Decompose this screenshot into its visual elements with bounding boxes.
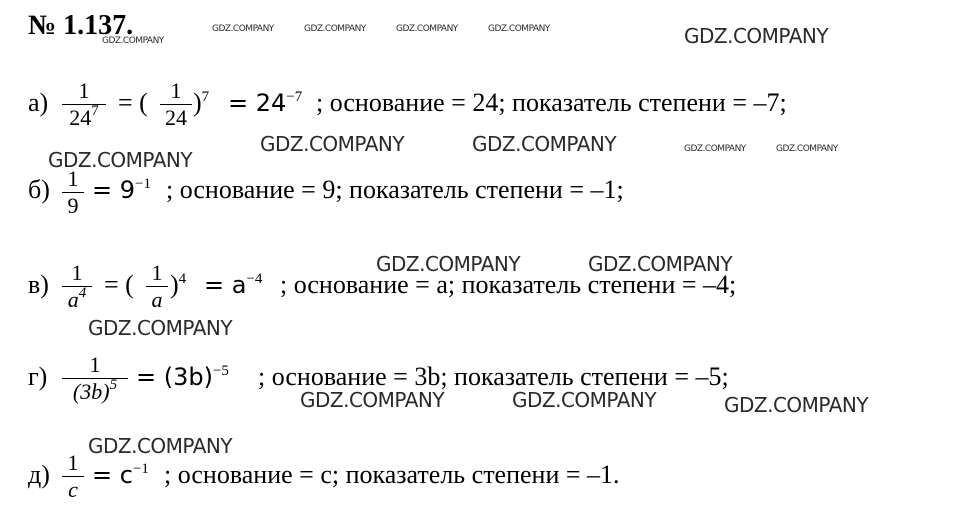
watermark: GDZ.COMPANY <box>512 388 657 412</box>
watermark: GDZ.COMPANY <box>724 393 869 417</box>
fraction: 1 $a^4$ <box>62 262 92 314</box>
equals-paren: = ( <box>118 88 148 117</box>
watermark: GDZ.COMPANY <box>300 388 445 412</box>
watermark: GDZ.COMPANY <box>684 144 746 154</box>
watermark: GDZ.COMPANY <box>304 24 366 34</box>
fraction: 1 $(3b)^5$ <box>62 354 128 406</box>
item-text: ; основание = с; показатель степени = –1. <box>164 460 620 489</box>
item-text: ; основание = 24; показатель степени = –7; <box>316 88 787 117</box>
watermark: GDZ.COMPANY <box>102 36 164 46</box>
watermark: GDZ.COMPANY <box>48 148 193 172</box>
problem-number: № 1.137. <box>28 10 134 41</box>
item-letter: а) <box>28 88 49 117</box>
watermark: GDZ.COMPANY <box>260 132 405 156</box>
watermark: GDZ.COMPANY <box>376 252 521 276</box>
watermark: GDZ.COMPANY <box>212 24 274 34</box>
paren-fraction: 1 a <box>146 262 168 311</box>
item-text: ; основание = а; показатель степени = –4; <box>280 270 737 299</box>
result: = $a^{-4}$ <box>204 271 263 299</box>
watermark: GDZ.COMPANY <box>588 252 733 276</box>
item-letter: г) <box>28 362 48 391</box>
result: = $(3b)^{-5}$ <box>136 363 229 391</box>
item-letter: в) <box>28 270 49 299</box>
fraction: 1 9 <box>62 168 84 217</box>
watermark: GDZ.COMPANY <box>88 316 233 340</box>
watermark: GDZ.COMPANY <box>488 24 550 34</box>
item-letter: б) <box>28 175 50 204</box>
watermark: GDZ.COMPANY <box>88 434 233 458</box>
result: = $c^{-1}$ <box>92 461 149 489</box>
item-text: ; основание = 9; показатель степени = –1; <box>166 175 624 204</box>
result: = $9^{-1}$ <box>92 176 151 204</box>
watermark: GDZ.COMPANY <box>472 132 617 156</box>
result: = $24^{-7}$ <box>228 89 303 117</box>
watermark: GDZ.COMPANY <box>776 144 838 154</box>
watermark: GDZ.COMPANY <box>396 24 458 34</box>
item-text: ; основание = 3b; показатель степени = –5; <box>258 362 729 391</box>
paren-fraction: 1 24 <box>160 80 192 129</box>
fraction: 1 $24^7$ <box>62 80 106 132</box>
fraction: 1 c <box>62 452 84 501</box>
watermark: GDZ.COMPANY <box>684 24 829 48</box>
equals-paren: = ( <box>104 270 134 299</box>
item-letter: д) <box>28 460 50 489</box>
